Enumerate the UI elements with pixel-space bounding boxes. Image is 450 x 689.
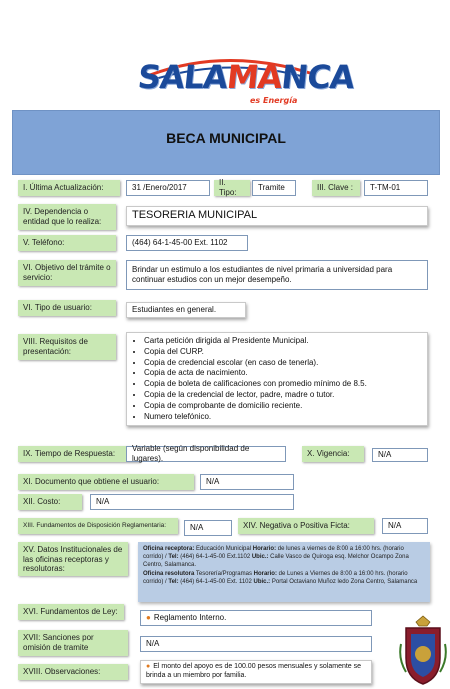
requisitos-list [132,336,367,422]
sanciones-value: N/A [140,636,372,652]
ultima-actualizacion-label: I. Última Actualización: [18,180,120,196]
objetivo-value: Brindar un estimulo a los estudiantes de nivel primaria a universidad para continuar estudios con un mejor desempeño. [126,260,428,290]
tipo-label: II. Tipo: [214,180,250,196]
tipo-value: Tramite [252,180,296,196]
observaciones-label: XVIII. Observaciones: [18,664,128,680]
institucionales-label: XV. Datos Institucionales de las oficinas receptoras y resolutoras: [18,542,128,576]
list-item: • Numero telefónico. [144,412,367,423]
clave-label: III. Clave : [312,180,360,196]
tipo-usuario-label: VI. Tipo de usuario: [18,300,116,316]
fundamentos-disposicion-value: N/A [184,520,232,536]
vigencia-value: N/A [372,448,428,462]
list-item: • Carta petición dirigida al Presidente Municipal. [144,336,367,347]
list-item: • Copia de credencial escolar (en caso de tenerla). [144,358,367,369]
negativa-value: N/A [382,518,428,534]
coat-of-arms-icon [398,614,448,686]
tipo-usuario-value: Estudiantes en general. [126,302,246,318]
list-item: • Copia de comprobante de domicilio reciente. [144,401,367,412]
list-item: • Copia de acta de nacimiento. [144,368,367,379]
dependencia-label: IV. Dependencia o entidad que lo realiza: [18,204,116,230]
ultima-actualizacion-value: 31 /Enero/2017 [126,180,210,196]
fundamentos-ley-value: ● Reglamento Interno. [140,610,372,626]
requisitos-label: VIII. Requisitos de presentación: [18,334,116,360]
page-title: BECA MUNICIPAL [166,130,286,146]
telefono-value: (464) 64-1-45-00 Ext. 1102 [126,235,248,251]
bullet-icon: ● [146,663,151,671]
documento-label: XI. Documento que obtiene el usuario: [18,474,194,490]
fundamentos-disposicion-label: XIII. Fundamentos de Disposición Reglamentaria: [18,518,178,534]
objetivo-label: VI. Objetivo del trámite o servicio: [18,260,116,286]
clave-value: T-TM-01 [364,180,428,196]
list-item: • Copia del CURP. [144,347,367,358]
list-item: • Copia de la credencial de lector, padre, madre o tutor. [144,390,367,401]
tiempo-label: IX. Tiempo de Respuesta: [18,446,140,462]
fundamentos-ley-label: XVI. Fundamentos de Ley: [18,604,124,620]
telefono-label: V. Teléfono: [18,235,116,251]
documento-value: N/A [200,474,294,490]
logo-tagline: es Energía [250,96,298,105]
observaciones-value: ● El monto del apoyo es de 100.00 pesos mensuales y solamente se brinda a un miembro por familia. [140,660,372,684]
requisitos-box [126,332,428,426]
list-item: • Copia de boleta de calificaciones con promedio mínimo de 8.5. [144,379,367,390]
costo-label: XII. Costo: [18,494,82,510]
tiempo-value: Variable (según disponibilidad de lugares). [126,446,286,462]
institucionales-box: Oficina receptora: Educación Municipal Horario: de lunes a viernes de 8:00 a 16:00 hrs. (horario corrido) / Tel: (464) 64-1-45-00 Ext.1102 Ubic.: Calle Vasco de Quiroga esq. Melchor Ocampo Zona Centro, Salamanca. Oficina resolutora Tesorería/Programas Horario: de Lunes a Viernes de 8:00 a 16:00 hrs. (horario corrido) / Tel: (464) 64-1-45-00 Ext. 1102 Ubic.: Portal Octaviano Muñoz ledo Zona Centro, Salamanca [138,542,430,602]
bullet-icon: ● [146,613,151,622]
sanciones-label: XVII: Sanciones por omisión de tramite [18,630,128,656]
dependencia-value: TESORERIA MUNICIPAL [126,206,428,226]
vigencia-label: X. Vigencia: [302,446,364,462]
negativa-label: XIV. Negativa o Positiva Ficta: [238,518,374,534]
logo: SALAMANCA [136,58,356,96]
costo-value: N/A [90,494,294,510]
